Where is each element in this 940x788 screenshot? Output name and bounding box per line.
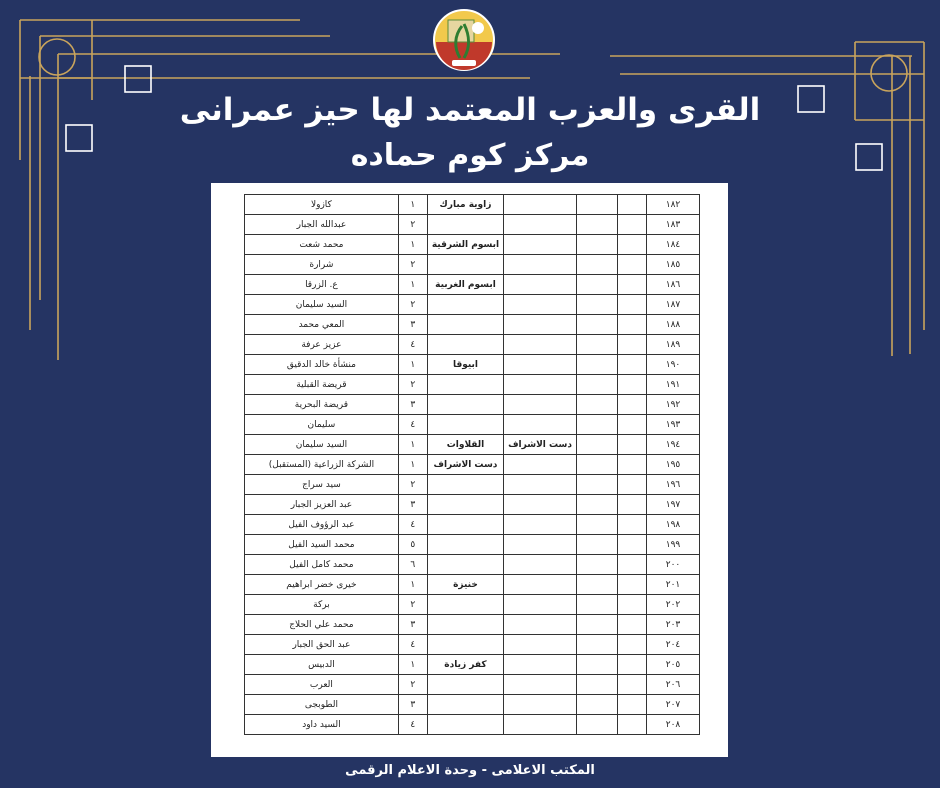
village-cell: ابسوم الغربية — [427, 275, 503, 295]
table-row — [245, 315, 700, 335]
table-row — [245, 715, 700, 735]
index-cell: ٣ — [398, 315, 427, 335]
village-cell — [427, 295, 503, 315]
row-number: ١٩٨ — [647, 515, 700, 535]
ezba-cell: المعي محمد — [245, 315, 399, 335]
markaz-cell — [504, 695, 577, 715]
ezba-cell: قريضة البحرية — [245, 395, 399, 415]
index-cell: ٣ — [398, 615, 427, 635]
row-number: ١٨٣ — [647, 215, 700, 235]
table-row — [245, 415, 700, 435]
empty-cell — [618, 335, 647, 355]
row-number: ١٨٥ — [647, 255, 700, 275]
village-cell — [427, 615, 503, 635]
row-number: ١٩١ — [647, 375, 700, 395]
row-number: ١٩٥ — [647, 455, 700, 475]
empty-cell — [618, 255, 647, 275]
table-row — [245, 275, 700, 295]
row-number: ١٨٢ — [647, 195, 700, 215]
index-cell: ٢ — [398, 675, 427, 695]
markaz-cell: دست الاشراف — [504, 435, 577, 455]
empty-cell — [618, 675, 647, 695]
markaz-cell — [504, 455, 577, 475]
markaz-cell — [504, 515, 577, 535]
markaz-cell — [504, 295, 577, 315]
markaz-cell — [504, 635, 577, 655]
markaz-cell — [504, 655, 577, 675]
ezba-cell: السيد سليمان — [245, 295, 399, 315]
village-cell — [427, 535, 503, 555]
index-cell: ٢ — [398, 595, 427, 615]
ezba-cell: الطوبجى — [245, 695, 399, 715]
ezba-cell: الشركة الزراعية (المستقبل) — [245, 455, 399, 475]
markaz-cell — [504, 615, 577, 635]
empty-cell — [618, 515, 647, 535]
markaz-cell — [504, 195, 577, 215]
row-number: ١٨٦ — [647, 275, 700, 295]
ezba-cell: شرارة — [245, 255, 399, 275]
village-cell — [427, 555, 503, 575]
markaz-cell — [504, 395, 577, 415]
empty-cell — [577, 655, 618, 675]
index-cell: ١ — [398, 435, 427, 455]
empty-cell — [618, 415, 647, 435]
empty-cell — [577, 215, 618, 235]
index-cell: ١ — [398, 275, 427, 295]
village-cell: القلاوات — [427, 435, 503, 455]
empty-cell — [577, 535, 618, 555]
index-cell: ٢ — [398, 295, 427, 315]
village-cell — [427, 695, 503, 715]
index-cell: ١ — [398, 455, 427, 475]
village-cell — [427, 675, 503, 695]
village-cell — [427, 375, 503, 395]
empty-cell — [618, 715, 647, 735]
index-cell: ٦ — [398, 555, 427, 575]
ezba-cell: محمد السيد الفيل — [245, 535, 399, 555]
village-cell: خنيزة — [427, 575, 503, 595]
ezba-cell: محمد كامل الفيل — [245, 555, 399, 575]
row-number: ١٩٩ — [647, 535, 700, 555]
table-row — [245, 455, 700, 475]
index-cell: ١ — [398, 575, 427, 595]
empty-cell — [618, 475, 647, 495]
empty-cell — [618, 495, 647, 515]
ezba-cell: محمد علي الحلاج — [245, 615, 399, 635]
ezba-cell: عزيز عرفة — [245, 335, 399, 355]
row-number: ٢٠٦ — [647, 675, 700, 695]
row-number: ٢٠٣ — [647, 615, 700, 635]
ezba-cell: محمد شعت — [245, 235, 399, 255]
index-cell: ٤ — [398, 635, 427, 655]
index-cell: ٥ — [398, 535, 427, 555]
empty-cell — [618, 695, 647, 715]
empty-cell — [577, 295, 618, 315]
markaz-cell — [504, 235, 577, 255]
ezba-cell: عبد الحق الجبار — [245, 635, 399, 655]
empty-cell — [577, 575, 618, 595]
empty-cell — [618, 235, 647, 255]
empty-cell — [577, 635, 618, 655]
village-cell — [427, 475, 503, 495]
table-row — [245, 675, 700, 695]
table-row — [245, 295, 700, 315]
empty-cell — [618, 395, 647, 415]
ezba-cell: العرب — [245, 675, 399, 695]
table-row — [245, 395, 700, 415]
empty-cell — [577, 355, 618, 375]
empty-cell — [577, 375, 618, 395]
ezba-cell: خيرى خضر ابراهيم — [245, 575, 399, 595]
empty-cell — [618, 595, 647, 615]
index-cell: ١ — [398, 195, 427, 215]
village-cell: دست الاشراف — [427, 455, 503, 475]
index-cell: ٢ — [398, 475, 427, 495]
markaz-cell — [504, 595, 577, 615]
village-cell — [427, 315, 503, 335]
governorate-logo — [432, 8, 496, 72]
empty-cell — [577, 675, 618, 695]
ezba-cell: ع. الزرقا — [245, 275, 399, 295]
table-row — [245, 655, 700, 675]
table-row — [245, 335, 700, 355]
index-cell: ٤ — [398, 715, 427, 735]
row-number: ١٩٠ — [647, 355, 700, 375]
empty-cell — [577, 515, 618, 535]
table-row — [245, 695, 700, 715]
markaz-cell — [504, 315, 577, 335]
markaz-cell — [504, 715, 577, 735]
ezba-cell: بركة — [245, 595, 399, 615]
village-cell — [427, 215, 503, 235]
village-cell: كفر زيادة — [427, 655, 503, 675]
row-number: ١٨٤ — [647, 235, 700, 255]
ezba-cell: قريضة القبلية — [245, 375, 399, 395]
ezba-cell: الدبيس — [245, 655, 399, 675]
markaz-cell — [504, 355, 577, 375]
table-row — [245, 555, 700, 575]
empty-cell — [577, 695, 618, 715]
village-cell — [427, 415, 503, 435]
table-row — [245, 635, 700, 655]
empty-cell — [618, 355, 647, 375]
row-number: ٢٠٢ — [647, 595, 700, 615]
empty-cell — [577, 275, 618, 295]
empty-cell — [577, 255, 618, 275]
markaz-cell — [504, 415, 577, 435]
empty-cell — [577, 455, 618, 475]
table-row — [245, 375, 700, 395]
table-row — [245, 235, 700, 255]
row-number: ١٩٧ — [647, 495, 700, 515]
table-row — [245, 595, 700, 615]
empty-cell — [618, 455, 647, 475]
village-cell — [427, 495, 503, 515]
table-row — [245, 355, 700, 375]
index-cell: ١ — [398, 235, 427, 255]
index-cell: ٢ — [398, 375, 427, 395]
empty-cell — [618, 275, 647, 295]
markaz-cell — [504, 215, 577, 235]
markaz-cell — [504, 675, 577, 695]
row-number: ٢٠٠ — [647, 555, 700, 575]
row-number: ٢٠٥ — [647, 655, 700, 675]
empty-cell — [618, 295, 647, 315]
ezba-cell: عبدالله الجبار — [245, 215, 399, 235]
table-row — [245, 195, 700, 215]
table-row — [245, 575, 700, 595]
empty-cell — [618, 615, 647, 635]
index-cell: ١ — [398, 655, 427, 675]
table-row — [245, 515, 700, 535]
index-cell: ٤ — [398, 415, 427, 435]
village-cell: زاوية مبارك — [427, 195, 503, 215]
empty-cell — [577, 615, 618, 635]
table-row — [245, 535, 700, 555]
empty-cell — [577, 435, 618, 455]
empty-cell — [577, 315, 618, 335]
markaz-cell — [504, 335, 577, 355]
village-cell — [427, 395, 503, 415]
index-cell: ٤ — [398, 335, 427, 355]
markaz-cell — [504, 255, 577, 275]
empty-cell — [577, 195, 618, 215]
empty-cell — [618, 635, 647, 655]
page-title: القرى والعزب المعتمد لها حيز عمرانى — [179, 92, 761, 128]
village-cell — [427, 595, 503, 615]
footer-credit: المكتب الاعلامى - وحدة الاعلام الرقمى — [345, 763, 595, 778]
index-cell: ٢ — [398, 255, 427, 275]
table-row — [245, 215, 700, 235]
page-subtitle: مركز كوم حماده — [350, 138, 590, 173]
markaz-cell — [504, 275, 577, 295]
empty-cell — [618, 555, 647, 575]
empty-cell — [577, 475, 618, 495]
row-number: ١٩٦ — [647, 475, 700, 495]
ezba-cell: سليمان — [245, 415, 399, 435]
table-row — [245, 435, 700, 455]
index-cell: ١ — [398, 355, 427, 375]
empty-cell — [577, 715, 618, 735]
empty-cell — [618, 215, 647, 235]
village-cell: ابسوم الشرقية — [427, 235, 503, 255]
village-cell — [427, 715, 503, 735]
ezba-cell: السيد داود — [245, 715, 399, 735]
ezba-cell: سيد سراج — [245, 475, 399, 495]
empty-cell — [618, 575, 647, 595]
table-row — [245, 495, 700, 515]
row-number: ١٩٣ — [647, 415, 700, 435]
ezba-cell: عبد الرؤوف الفيل — [245, 515, 399, 535]
empty-cell — [577, 335, 618, 355]
markaz-cell — [504, 495, 577, 515]
index-cell: ٢ — [398, 215, 427, 235]
empty-cell — [618, 195, 647, 215]
index-cell: ٣ — [398, 695, 427, 715]
village-cell — [427, 255, 503, 275]
row-number: ٢٠٧ — [647, 695, 700, 715]
empty-cell — [577, 495, 618, 515]
table-row — [245, 475, 700, 495]
empty-cell — [618, 375, 647, 395]
row-number: ٢٠٨ — [647, 715, 700, 735]
empty-cell — [577, 555, 618, 575]
village-cell — [427, 635, 503, 655]
index-cell: ٤ — [398, 515, 427, 535]
markaz-cell — [504, 475, 577, 495]
row-number: ١٩٤ — [647, 435, 700, 455]
document-sheet — [211, 183, 728, 757]
ezba-cell: كازولا — [245, 195, 399, 215]
village-cell — [427, 335, 503, 355]
table-row — [245, 615, 700, 635]
row-number: ١٨٨ — [647, 315, 700, 335]
index-cell: ٣ — [398, 395, 427, 415]
index-cell: ٣ — [398, 495, 427, 515]
row-number: ١٩٢ — [647, 395, 700, 415]
table-row — [245, 255, 700, 275]
empty-cell — [618, 315, 647, 335]
empty-cell — [618, 655, 647, 675]
markaz-cell — [504, 535, 577, 555]
village-cell — [427, 515, 503, 535]
empty-cell — [577, 415, 618, 435]
markaz-cell — [504, 575, 577, 595]
ezba-cell: السيد سليمان — [245, 435, 399, 455]
row-number: ١٨٩ — [647, 335, 700, 355]
empty-cell — [577, 595, 618, 615]
empty-cell — [618, 535, 647, 555]
row-number: ٢٠١ — [647, 575, 700, 595]
markaz-cell — [504, 555, 577, 575]
markaz-cell — [504, 375, 577, 395]
village-cell: ابيوقا — [427, 355, 503, 375]
empty-cell — [618, 435, 647, 455]
villages-table — [244, 194, 700, 735]
empty-cell — [577, 395, 618, 415]
ezba-cell: منشأة خالد الدقيق — [245, 355, 399, 375]
row-number: ٢٠٤ — [647, 635, 700, 655]
empty-cell — [577, 235, 618, 255]
row-number: ١٨٧ — [647, 295, 700, 315]
ezba-cell: عبد العزيز الجبار — [245, 495, 399, 515]
